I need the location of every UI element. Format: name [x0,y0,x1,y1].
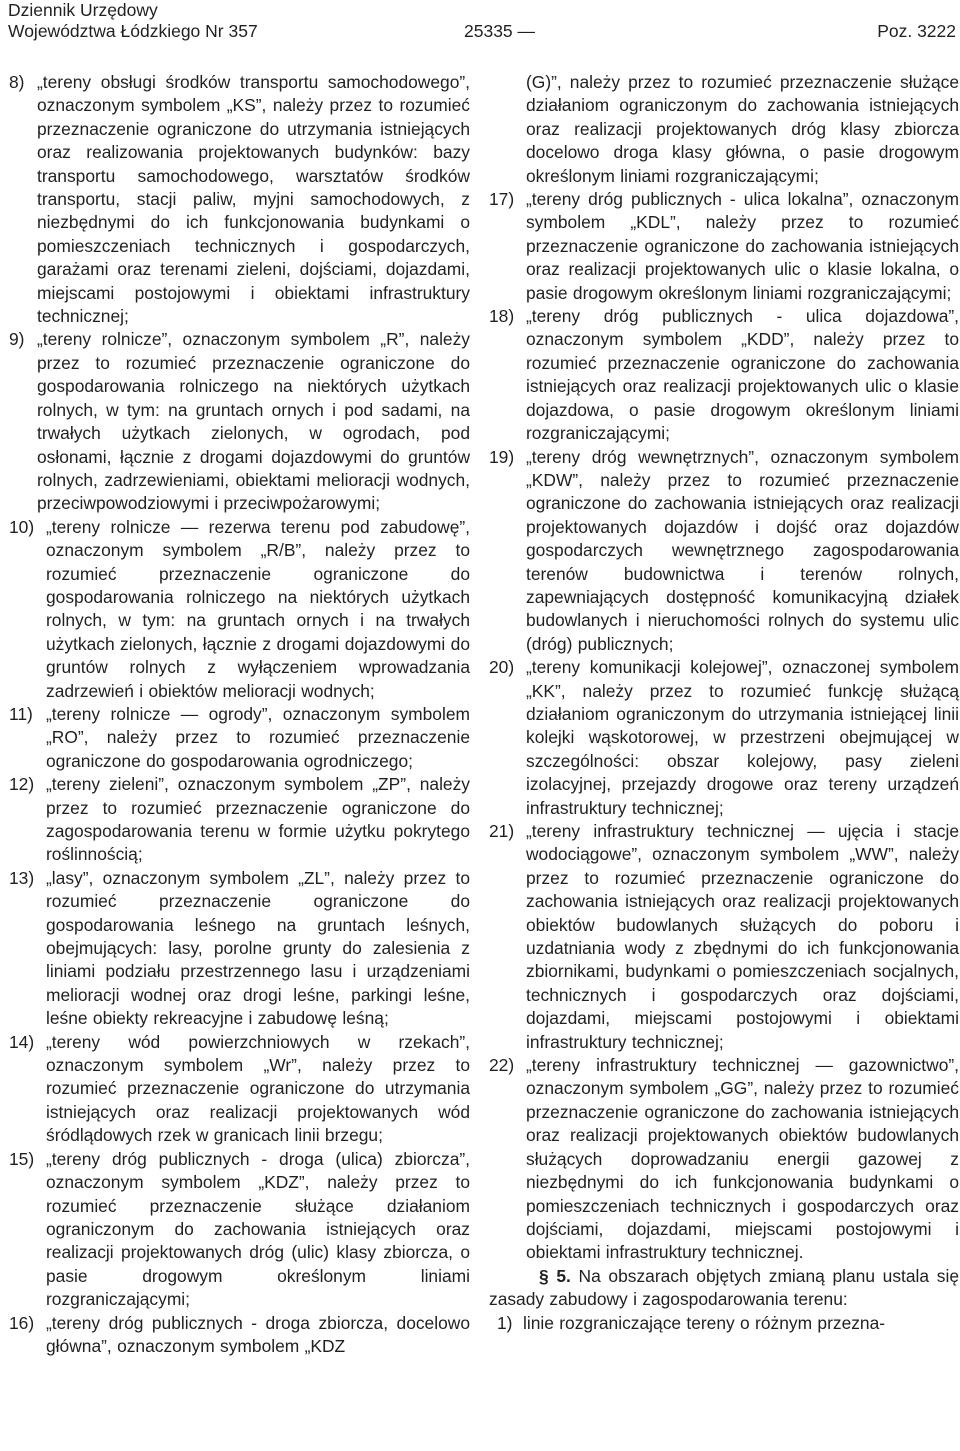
section-paragraph [489,1265,959,1312]
list-item [9,1148,470,1312]
list-item [9,328,470,515]
list-item [9,1031,470,1148]
item-text: „tereny dróg publicznych - ulica lokalna”, oznaczonym symbolem „KDL”, należy przez to rozumieć przeznaczenie ograniczone do zachowania istniejących oraz realizacji projektowanych ulic o klasie lokalna, o pasie drogowym określonym liniami rozgraniczającymi; [526,189,959,303]
item-number: 20) [489,657,515,678]
item-text: „tereny komunikacji kolejowej”, oznaczonej symbolem „KK”, należy przez to rozumieć funkcję służącą działaniom ograniczonym do utrzymania istniejącej linii kolejki wąskotorowej, w przestrzeni obejmującej w szczególności: obszar kolejowy, pasy zieleni izolacyjnej, przejazdy drogowe oraz tereny urządzeń infrastruktury technicznej; [526,657,959,818]
item-text: „lasy”, oznaczonym symbolem „ZL”, należy przez to rozumieć przeznaczenie ograniczone do gospodarowania leśnego na gruntach leśnych, obejmujących: lasy, porolne grunty do zalesienia z liniami podziału przestrzennego lasu i urządzeniami melioracji wodnej oraz drogi leśne, parkingi leśne, leśne obiekty rekreacyjne i zabudowę leśną; [46,867,470,1029]
page-number-group [464,21,535,42]
list-item [489,656,959,820]
item-number: 18) [489,306,515,327]
item-text: „tereny infrastruktury technicznej — gazownictwo”, oznaczonym symbolem „GG”, należy przez to rozumieć przeznaczenie ograniczone do zachowania istniejących oraz realizacji projektowanych obiektów budowlanych służących doprowadzaniu energii gazowej z niezbędnymi do ich funkcjonowania budynkami o pomieszczeniach technicznych i gospodarczych oraz dojściami, dojazdami, miejscami postojowymi i obiektami infrastruktury technicznej. [526,1055,959,1263]
item-text: „tereny dróg publicznych - droga zbiorcza, docelowo główna”, oznaczonym symbolem „KDZ [46,1312,470,1356]
item-number: 13) [9,867,35,888]
header-line-2 [8,21,956,42]
item-number: 12) [9,774,35,795]
list-item [9,516,470,703]
right-column [489,71,959,1335]
item-continuation: (G)”, należy przez to rozumieć przeznaczenie służące działaniom ograniczonym do zachowania istniejących oraz realizacji projektowanych dróg klasy zbiorcza docelowo droga klasy główna, o pasie drogowym określonym liniami rozgraniczającymi; [526,72,959,186]
position-number: Poz. 3222 [877,21,956,41]
header-line-1 [8,0,956,21]
item-number: 1) [497,1312,513,1333]
list-item [489,820,959,1054]
item-text: „tereny obsługi środków transportu samochodowego”, oznaczonym symbolem „KS”, należy przez to rozumieć przeznaczenie ograniczone do utrzymania istniejących oraz realizowania projektowanych budynków: bazy transportu samochodowego, warsztatów środków transportu, stacji paliw, myjni samochodowych, z niezbędnymi do ich funkcjonowania budynkami o pomieszczeniach technicznych i gospodarczych, garażami oraz terenami zieleni, dojściami, dojazdami, miejscami postojowymi i obiektami infrastruktury technicznej; [37,72,470,327]
item-text: „tereny dróg wewnętrznych”, oznaczonym symbolem „KDW”, należy przez to rozumieć przeznaczenie ograniczone do zachowania istniejących oraz realizacji projektowanych dojazdów i dojść oraz dojazdów gospodarczych wewnętrznego zagospodarowania terenów budownictwa i terenów rolnych, zapewniających dostępność komunikacyjną działek budowlanych i nieruchomości rolnych do systemu ulic (dróg) publicznych; [526,446,959,654]
item-number: 8) [9,72,25,92]
item-text: „tereny dróg publicznych - droga (ulica) zbiorcza”, oznaczonym symbolem „KDZ”, należy przez to rozumieć przeznaczenie służące działaniom ograniczonym do zachowania istniejących oraz realizacji projektowanych dróg (ulic) klasy zbiorcza, o pasie drogowym określonym liniami rozgraniczającymi; [46,1148,470,1310]
page-header [8,0,956,44]
item-text: linie rozgraniczające tereny o różnym przezna- [523,1312,886,1333]
item-number: 10) [9,516,35,537]
list-item [489,188,959,305]
page-number: 25335 [464,21,513,41]
item-number: 22) [489,1055,515,1076]
journal-issue: Województwa Łódzkiego Nr 357 [8,21,258,41]
item-number: 21) [489,821,515,841]
section-text: Na obszarach objętych zmianą planu ustala się zasady zabudowy i zagospodarowania terenu: [489,1265,959,1310]
item-number: 17) [489,189,515,210]
list-item [489,1054,959,1265]
item-number: 15) [9,1148,35,1169]
item-text: „tereny rolnicze — rezerwa terenu pod zabudowę”, oznaczonym symbolem „R/B”, należy przez to rozumieć przeznaczenie ograniczone do gospodarowania rolniczego na niektórych użytkach rolnych, w tym: na gruntach ornych i na trwałych użytkach zielonych, łącznie z drogami dojazdowymi do gruntów rolnych z wyłączeniem wprowadzania zadrzewień i obiektów melioracji wodnych; [46,516,470,701]
item-number: 9) [9,329,25,350]
journal-title: Dziennik Urzędowy [8,0,158,20]
list-item [9,71,470,328]
item-text: „tereny rolnicze”, oznaczonym symbolem „R”, należy przez to rozumieć przeznaczenie ograniczone do gospodarowania rolniczego na niektórych użytkach rolnych, w tym: na gruntach ornych i pod sadami, na trwałych użytkach zielonych, w ogrodach, pod osłonami, łącznie z drogami dojazdowymi do gruntów rolnych, zadrzewieniami, obiektami melioracji wodnych, przeciwpowodziowymi i przeciwpożarowymi; [37,329,470,514]
list-item [9,867,470,1031]
section-mark: § 5. [539,1265,571,1286]
list-item [9,1312,470,1359]
left-column [9,71,470,1358]
item-number: 11) [9,703,33,724]
item-text: „tereny rolnicze — ogrody”, oznaczonym symbolem „RO”, należy przez to rozumieć przeznaczenie ograniczone do gospodarowania ogrodniczego; [46,703,470,771]
list-item [489,1312,959,1335]
item-text: „tereny dróg publicznych - ulica dojazdowa”, oznaczonym symbolem „KDD”, należy przez to rozumieć przeznaczenie ograniczone do zachowania istniejących oraz realizacji projektowanych ulic o klasie dojazdowa, o pasie drogowym określonym liniami rozgraniczającymi; [526,306,959,444]
page-number-dash: — [517,21,536,41]
list-item [489,305,959,445]
item-text: „tereny zieleni”, oznaczonym symbolem „ZP”, należy przez to rozumieć przeznaczenie ograniczone do zagospodarowania terenu w formie użytku pokrytego roślinnością; [46,774,470,865]
list-item [9,773,470,867]
item-number: 16) [9,1312,35,1333]
list-item [9,703,470,773]
list-item [489,446,959,657]
item-text: „tereny wód powierzchniowych w rzekach”, oznaczonym symbolem „Wr”, należy przez to rozumieć przeznaczenie ograniczone do utrzymania istniejących oraz realizacji projektowanych wód śródlądowych rzek w granicach linii brzegu; [46,1031,470,1146]
item-number: 19) [489,446,515,467]
item-number: 14) [9,1031,35,1052]
item-text: „tereny infrastruktury technicznej — ujęcia i stacje wodociągowe”, oznaczonym symbolem „WW”, należy przez to rozumieć przeznaczenie ograniczone do zachowania istniejących oraz realizacji projektowanych obiektów budowlanych służących do poboru i uzdatniania wody z zbędnymi do ich funkcjonowania zbiornikami, budynkami o pomieszczeniach socjalnych, technicznych i gospodarczych oraz dojściami, dojazdami, miejscami postojowymi i obiektami infrastruktury technicznej; [526,821,959,1052]
